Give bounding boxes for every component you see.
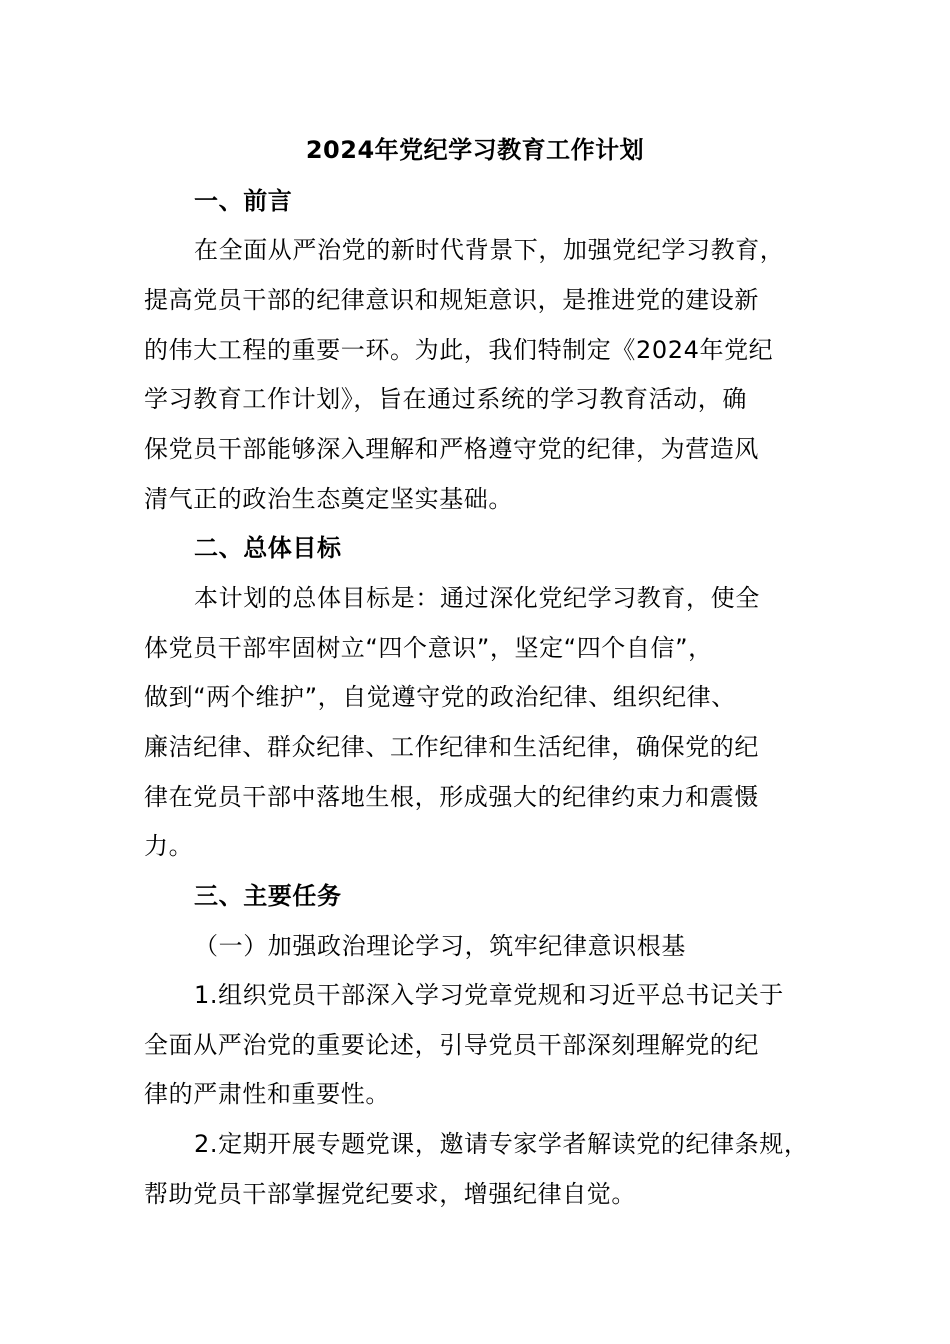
document-title: 2024年党纪学习教育工作计划 bbox=[305, 136, 645, 164]
subsection-heading: （一）加强政治理论学习，筑牢纪律意识根基 bbox=[194, 932, 686, 960]
paragraph-line: 的伟大工程的重要一环。为此，我们特制定《2024年党纪 bbox=[144, 336, 774, 364]
paragraph-line: 全面从严治党的重要论述，引导党员干部深刻理解党的纪 bbox=[144, 1031, 759, 1059]
paragraph-line: 清气正的政治生态奠定坚实基础。 bbox=[144, 485, 513, 513]
paragraph-line: 1.组织党员干部深入学习党章党规和习近平总书记关于 bbox=[194, 981, 784, 1009]
paragraph-line: 在全面从严治党的新时代背景下，加强党纪学习教育， bbox=[194, 236, 785, 264]
section-heading-goals: 二、总体目标 bbox=[194, 534, 342, 562]
paragraph-line: 提高党员干部的纪律意识和规矩意识，是推进党的建设新 bbox=[144, 286, 759, 314]
paragraph-line: 律在党员干部中落地生根，形成强大的纪律约束力和震慑 bbox=[144, 783, 759, 811]
section-heading-tasks: 三、主要任务 bbox=[194, 882, 342, 910]
paragraph-line: 2.定期开展专题党课，邀请专家学者解读党的纪律条规， bbox=[194, 1130, 809, 1158]
paragraph-line: 做到“两个维护”，自觉遵守党的政治纪律、组织纪律、 bbox=[144, 683, 736, 711]
paragraph-line: 廉洁纪律、群众纪律、工作纪律和生活纪律，确保党的纪 bbox=[144, 733, 759, 761]
section-heading-preface: 一、前言 bbox=[194, 187, 293, 215]
paragraph-line: 力。 bbox=[144, 832, 194, 860]
paragraph-line: 帮助党员干部掌握党纪要求，增强纪律自觉。 bbox=[144, 1180, 636, 1208]
paragraph-line: 保党员干部能够深入理解和严格遵守党的纪律，为营造风 bbox=[144, 435, 759, 463]
paragraph-line: 体党员干部牢固树立“四个意识”，坚定“四个自信”， bbox=[144, 634, 713, 662]
paragraph-line: 本计划的总体目标是：通过深化党纪学习教育，使全 bbox=[194, 584, 760, 612]
paragraph-line: 学习教育工作计划》，旨在通过系统的学习教育活动，确 bbox=[144, 385, 747, 413]
paragraph-line: 律的严肃性和重要性。 bbox=[144, 1080, 390, 1108]
